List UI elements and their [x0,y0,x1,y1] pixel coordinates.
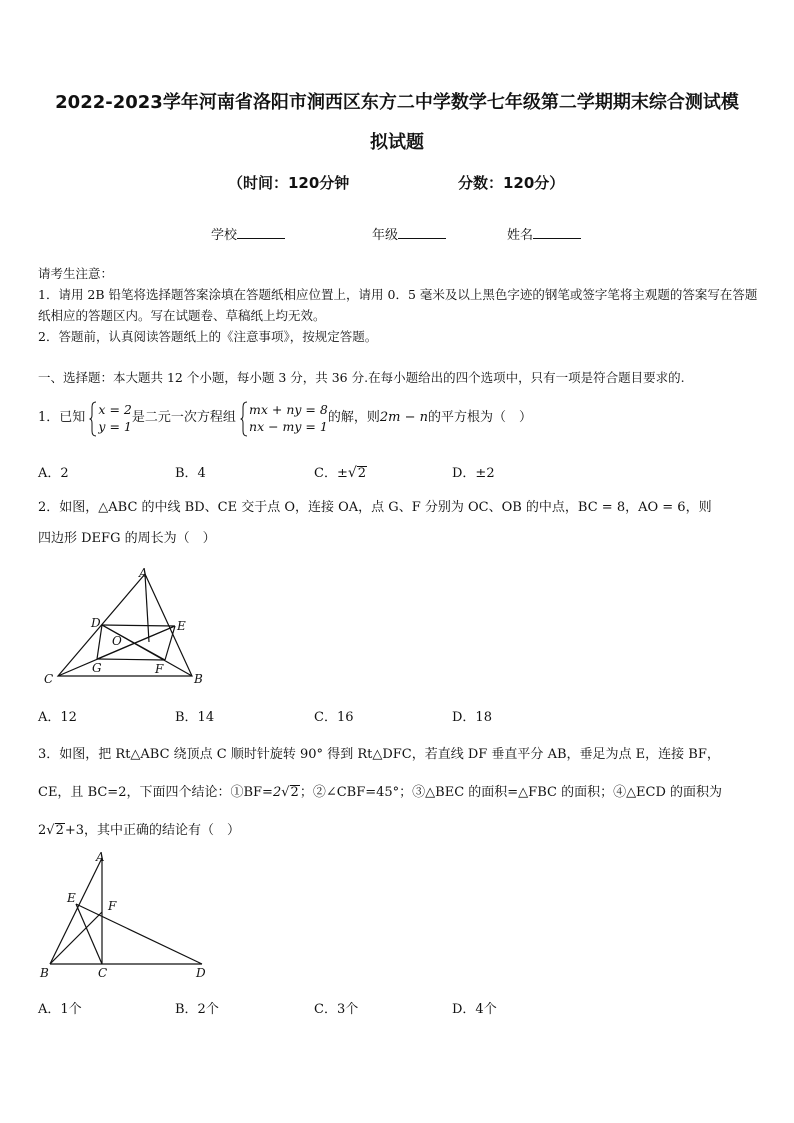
segment-oa [145,574,149,642]
label-g: G [92,661,102,675]
q2-option-b[interactable]: B．14 [175,710,215,725]
brace-icon [89,401,97,437]
label-e: E [67,891,76,905]
exam-title-line2: 拟试题 [370,132,424,153]
q2-line-1: 2．如图，△ABC 的中线 BD、CE 交于点 O，连接 OA，点 G、F 分别为 OC、OB 的中点，BC = 8，AO = 6，则 [38,500,712,515]
grade-label: 年级 [372,228,399,243]
label-e: E [177,619,186,633]
q1-expression: 2m − n [379,410,428,425]
q1-option-d[interactable]: D．±2 [452,466,495,481]
question-2 [38,496,762,551]
sqrt-icon: √ [347,465,357,481]
q3-line-3a: 2 [38,823,47,838]
exam-title-line1: 2022-2023学年河南省洛阳市涧西区东方二中学数学七年级第二学期期末综合测试模 [55,92,739,113]
grade-field[interactable] [372,224,446,243]
q2-line-2: 四边形 DEFG 的周长为（ ） [38,531,216,546]
segment-gf [97,659,165,660]
notice-heading: 请考生注意： [38,266,114,281]
q1-option-c-label: C．± [314,466,348,481]
label-f: F [108,899,117,913]
q1-sys1-line1: x = 2 [98,401,132,417]
label-o: O [112,634,122,648]
segment-ef [165,626,175,660]
notice-item-1: 1．请用 2B 铅笔将选择题答案涂填在答题纸相应位置上，请用 0．5 毫米及以上黑色字迹的钢笔或签字笔将主观题的答案写在答题纸相应的答题区内。写在试题卷、草稿纸上均无效。 [38,287,758,323]
q3-line-3b: +3，其中正确的结论有（ ） [64,823,241,838]
section-heading: 一、选择题：本大题共 12 个小题，每小题 3 分，共 36 分.在每小题给出的四个选项中，只有一项是符合题目要求的. [38,370,685,385]
q3-line-1: 3．如图，把 Rt△ABC 绕顶点 C 顺时针旋转 90° 得到 Rt△DFC，若直线 DF 垂直平分 AB，垂足为点 E，连接 BF， [38,747,720,762]
q1-option-c-radicand: 2 [357,466,367,481]
label-b: B [194,672,203,686]
name-label: 姓名 [507,228,534,243]
q1-sys2-line1: mx + ny = 8 [249,401,328,417]
q2-triangle-figure [40,562,210,690]
sqrt-icon: √ [281,785,290,800]
segment-bf [50,912,102,964]
school-blank[interactable] [237,226,285,239]
q3-line-2b: ；②∠CBF=45°；③△BEC 的面积=△FBC 的面积；④△ECD 的面积为 [299,785,723,800]
q3-triangle-figure [36,848,216,980]
q1-option-a[interactable]: A．2 [38,466,69,481]
school-label: 学校 [211,228,238,243]
label-f: F [155,662,164,676]
q3-option-b[interactable]: B．2个 [175,1002,219,1017]
q1-mid: 是二元一次方程组 [131,410,236,425]
label-a: A [96,850,105,864]
question-3 [38,736,762,850]
score-info: 分数：120分） [458,174,565,192]
q1-system-1 [89,401,131,435]
q1-prefix: 1．已知 [38,410,86,425]
q1-sys1-line2: y = 1 [98,418,132,434]
q3-line-2: CE，且 BC=2，下面四个结论：①BF=2√2；②∠CBF=45°；③△BEC 的面积=△FBC 的面积；④△ECD 的面积为 [38,785,723,800]
label-d: D [91,616,101,630]
q2-option-a[interactable]: A．12 [38,710,77,725]
q3-line-3 [38,812,762,850]
sqrt-icon: √ [46,823,55,838]
name-field[interactable] [507,224,581,243]
grade-blank[interactable] [398,226,446,239]
q1-sys2-line2: nx − my = 1 [249,418,328,434]
label-c: C [44,672,54,686]
q1-system-2 [240,401,328,435]
label-a: A [139,566,148,580]
label-d: D [196,966,206,980]
q1-option-c[interactable] [314,462,367,481]
q3-option-d[interactable]: D．4个 [452,1002,497,1017]
q1-suffix: 的解，则 [327,410,380,425]
q3-option-c[interactable]: C．3个 [314,1002,359,1017]
label-c: C [98,966,108,980]
q3-radicand-2: 2 [55,823,64,838]
q3-radicand-1: 2 [290,785,299,800]
question-1 [38,396,762,444]
notice-item-2: 2．答题前，认真阅读答题纸上的《注意事项》，按规定答题。 [38,329,378,344]
q1-tail: 的平方根为（ ） [427,410,532,425]
q2-option-d[interactable]: D．18 [452,710,492,725]
segment-ge [97,626,175,659]
time-info: （时间：120分钟 [228,174,350,192]
name-blank[interactable] [533,226,581,239]
school-field[interactable] [211,224,285,243]
notice-block [38,263,762,347]
brace-icon [240,401,248,437]
q1-option-b[interactable]: B．4 [175,466,206,481]
segment-ba [50,858,102,964]
line-df [76,904,202,964]
q3-option-a[interactable]: A．1个 [38,1002,82,1017]
q2-option-c[interactable]: C．16 [314,710,354,725]
label-b: B [40,966,49,980]
segment-de [102,625,175,626]
q3-line-2a: CE，且 BC=2，下面四个结论：①BF= [38,785,273,800]
